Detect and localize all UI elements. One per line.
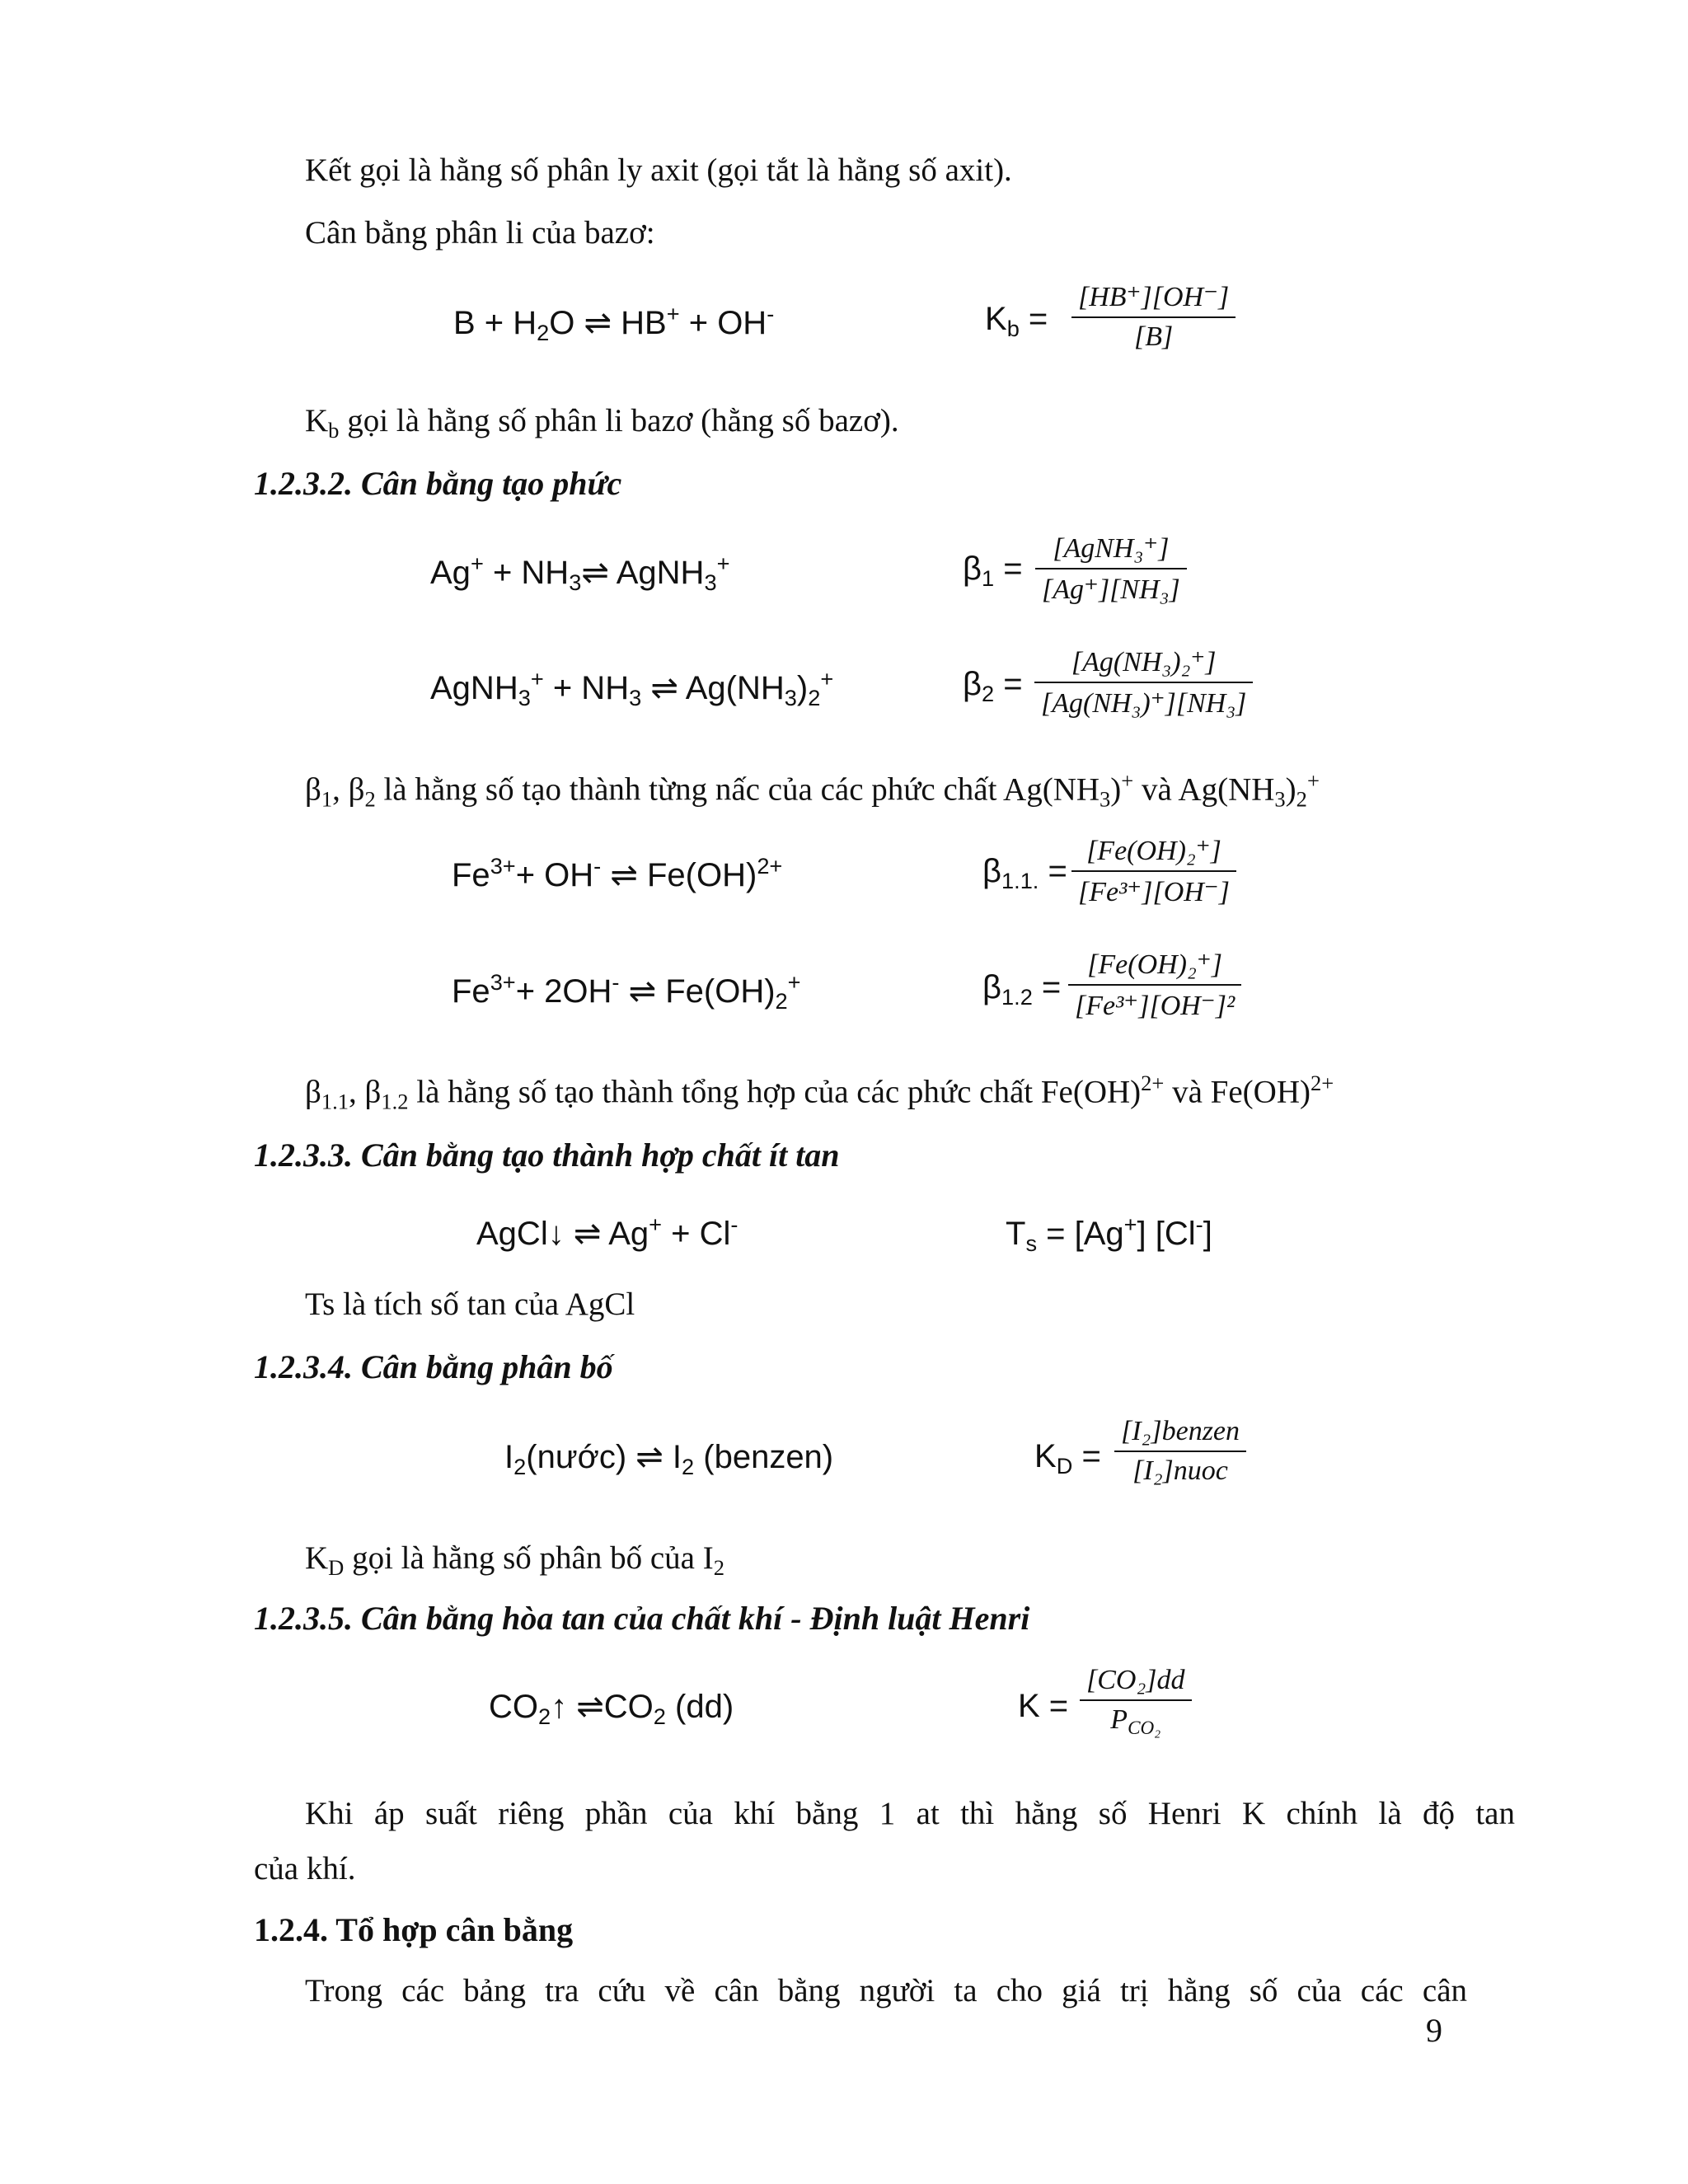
paragraph-ts-description: Ts là tích số tan của AgCl [305, 1286, 635, 1322]
equation-iron-hydroxo-1: $Fe^{3+}+ OH^-$ ⇌ Fe(OH)$^{2+}$ [452, 853, 783, 894]
equilibrium-arrow-icon: ⇌ [650, 668, 678, 707]
equilibrium-arrow-icon: ⇌ [576, 1688, 604, 1726]
heading-henry-law: 1.2.3.5. Cân bằng hòa tan của chất khí - Định luật Henri [254, 1600, 1030, 1637]
paragraph-henry-line-1: Khi áp suất riêng phần của khí bằng 1 at thì hằng số Henri K chính là độ tan [305, 1796, 1515, 1831]
equilibrium-arrow-icon: ⇌ [635, 1438, 663, 1476]
paragraph-combination: Trong các bảng tra cứu về cân bằng người ta cho giá trị hằng số của các cân [305, 1973, 1467, 2008]
beta12-fraction: $\frac{\text{[Fe(OH)₂⁺]}}{\text{[Fe³⁺][OH⁻]²}}$ [1068, 948, 1241, 1022]
equation-complex-1: $Ag^+ + NH_3\rightleftharpoons$ AgNH$_3$+ [430, 551, 730, 596]
equation-iodine-distribution: $I_2(nước)$ ⇌ $I_2$ (benzen) [504, 1438, 834, 1480]
paragraph-henry-line-2: của khí. [254, 1851, 356, 1886]
heading-complex-equilibrium: 1.2.3.2. Cân bằng tạo phức [254, 465, 622, 502]
paragraph-beta-stepwise: $\beta_1$, $\beta_2$ là hằng số tạo thành từng nấc của các phức chất $Ag(NH_3)^+$ và $Ag(NH_3)_2^+$ [305, 768, 1320, 812]
henry-constant-symbol: K = [1018, 1688, 1069, 1724]
equilibrium-arrow-icon: ⇌ [628, 972, 657, 1010]
beta2-symbol: $\beta_2$ = [963, 666, 1023, 707]
kb-fraction: $\frac{[HB^+][OH^-]}{[B]}$ [1071, 280, 1236, 353]
beta12-symbol: $\beta_{1.2}$ = [982, 969, 1062, 1010]
equilibrium-arrow-icon: ⇌ [573, 1214, 602, 1253]
page-number: 9 [1426, 2012, 1442, 2049]
heading-precipitation-equilibrium: 1.2.3.3. Cân bằng tạo thành hợp chất ít tan [254, 1137, 840, 1174]
beta11-symbol: $\beta_{1.1.}$ = [982, 853, 1067, 894]
solubility-product-expression: $T_s = [Ag^+]$ [Cl-] [1006, 1212, 1212, 1257]
equation-co2-dissolution: $CO_2↑$ $\rightleftharpoons CO_2$ (dd) [489, 1688, 734, 1730]
equation-silver-chloride: AgCl↓ ⇌ Ag+ + Cl- [476, 1212, 738, 1253]
equation-complex-2: AgNH$_3$+ + $NH_3$ ⇌ $Ag(NH_3)_2^+$ [430, 666, 834, 711]
beta1-symbol: $\beta_1$ = [963, 551, 1023, 592]
equilibrium-arrow-icon: ⇌ [610, 855, 638, 894]
paragraph-beta-overall: $\beta_{1.1}$, $\beta_{1.2}$ là hằng số tạo thành tổng hợp của các phức chất Fe(OH)$^{2+}$ và Fe(OH)$^{2+}$ [305, 1071, 1334, 1114]
equation-iron-hydroxo-2: $Fe^{3+}+ 2OH^-$ ⇌ $Fe(OH)_2^+$ [452, 969, 801, 1015]
beta11-fraction: $\frac{\text{[Fe(OH)₂⁺]}}{\text{[Fe³⁺][OH⁻]}}$ [1071, 834, 1236, 908]
heading-distribution-equilibrium: 1.2.3.4. Cân bằng phân bố [254, 1348, 613, 1385]
kd-fraction: [I₂]benzen [I₂]nuoc [1114, 1416, 1246, 1487]
kd-symbol: $K_D$ = [1034, 1438, 1101, 1479]
paragraph-kb-description: $K_b$ gọi là hằng số phân li bazơ (hằng số bazơ). [305, 403, 899, 443]
heading-equilibrium-combination: 1.2.4. Tổ hợp cân bằng [254, 1911, 574, 1948]
beta1-fraction: [AgNH₃⁺] [Ag⁺][NH₃] [1035, 532, 1187, 606]
henry-fraction: [CO₂]dd $P_{CO_2}$ [1080, 1665, 1192, 1740]
equilibrium-arrow-icon: ⇌ [584, 303, 612, 342]
kb-symbol: $K_b$ = [985, 301, 1048, 342]
paragraph-ka-description: Kết gọi là hằng số phân ly axit (gọi tắt là hằng số axit). [305, 152, 1012, 188]
equilibrium-arrow-icon: ⇌ [581, 553, 609, 592]
beta2-fraction: $\frac{\text{[Ag(NH₃)₂⁺]}}{\text{[Ag(NH₃)⁺][NH₃]}}$ [1034, 645, 1253, 719]
equation-base-dissociation: $B + H_2O$ ⇌ HB+ + OH- [453, 301, 775, 346]
paragraph-base-intro: Cân bằng phân li của bazơ: [305, 215, 655, 251]
paragraph-kd-description: $K_D$ gọi là hằng số phân bố của $I_2$ [305, 1540, 724, 1580]
